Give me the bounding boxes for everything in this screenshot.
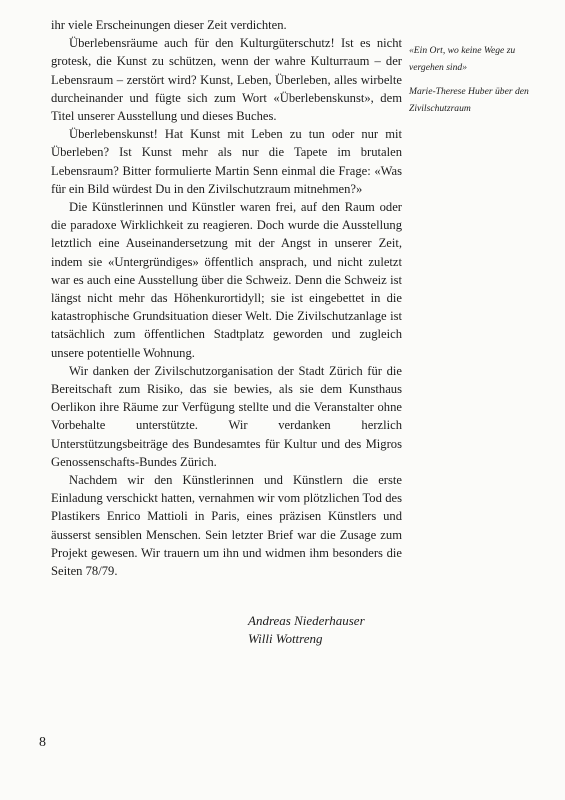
signature-author-2: Willi Wottreng <box>248 631 323 646</box>
margin-quote: «Ein Ort, wo keine Wege zu vergehen sind» <box>409 45 516 73</box>
signature-block <box>248 612 365 648</box>
body-text <box>51 16 402 580</box>
margin-attribution: Marie-Therese Huber über den Zivilschutzraum <box>409 86 529 114</box>
paragraph-continuation: ihr viele Erscheinungen dieser Zeit verdichten. <box>51 18 287 32</box>
paragraph-kuenstler: Die Künstlerinnen und Künstler waren frei, auf den Raum oder die paradoxe Wirklichkeit zu reagieren. Doch wurde die Ausstellung letztlich eine Auseinandersetzung mit der Angst in unserer Zeit, indem sie «Untergründiges» öffentlich ansprach, und nicht zuletzt war es auch eine Ausstellung über die Schweiz. Denn die Schweiz ist längst nicht mehr das Höhenkurortidyll; sie ist eingebettet in die katastrophische Grundsituation dieser Welt. Die Zivilschutzanlage ist tatsächlich zum öffentlichen Stadtplatz geworden und zugleich unsere potentielle Wohnung. <box>51 200 402 360</box>
paragraph-ueberlebenskunst: Überlebenskunst! Hat Kunst mit Leben zu tun oder nur mit Überleben? Ist Kunst mehr als nur die Tapete im brutalen Lebensraum? Bitter formulierte Martin Senn einmal die Frage: «Was für ein Bild würdest Du in den Zivilschutzraum mitnehmen?» <box>51 127 402 196</box>
paragraph-kulturgueterschutz: Überlebensräume auch für den Kulturgüterschutz! Ist es nicht grotesk, die Kunst zu schützen, wenn der wahre Kulturraum – der Lebensraum – zerstört wird? Kunst, Leben, Überleben, alles wirbelte durcheinander und fügte sich zum Wort «Überlebenskunst», dem Titel unserer Ausstellung und dieses Buches. <box>51 36 402 124</box>
paragraph-mattioli: Nachdem wir den Künstlerinnen und Künstlern die erste Einladung verschickt hatten, vernahmen wir vom plötzlichen Tod des Plastikers Enrico Mattioli in Paris, eines präzisen Künstlers und äusserst sensiblen Menschen. Sein letzter Brief war die Zusage zum Projekt gewesen. Wir trauern um ihn und widmen ihm besonders die Seiten 78/79. <box>51 473 402 579</box>
page-number: 8 <box>39 735 46 750</box>
signature-author-1: Andreas Niederhauser <box>248 613 365 628</box>
paragraph-dank: Wir danken der Zivilschutzorganisation der Stadt Zürich für die Bereitschaft zum Risiko, das sie bewies, als sie dem Kunsthaus Oerlikon ihre Räume zur Verfügung stellte und die Veranstalter ohne Vorbehalte unterstützte. Wir verdanken herzlich Unterstützungsbeiträge des Bundesamtes für Kultur und des Migros Genossenschafts-Bundes Zürich. <box>51 363 402 469</box>
margin-notes <box>409 43 549 125</box>
